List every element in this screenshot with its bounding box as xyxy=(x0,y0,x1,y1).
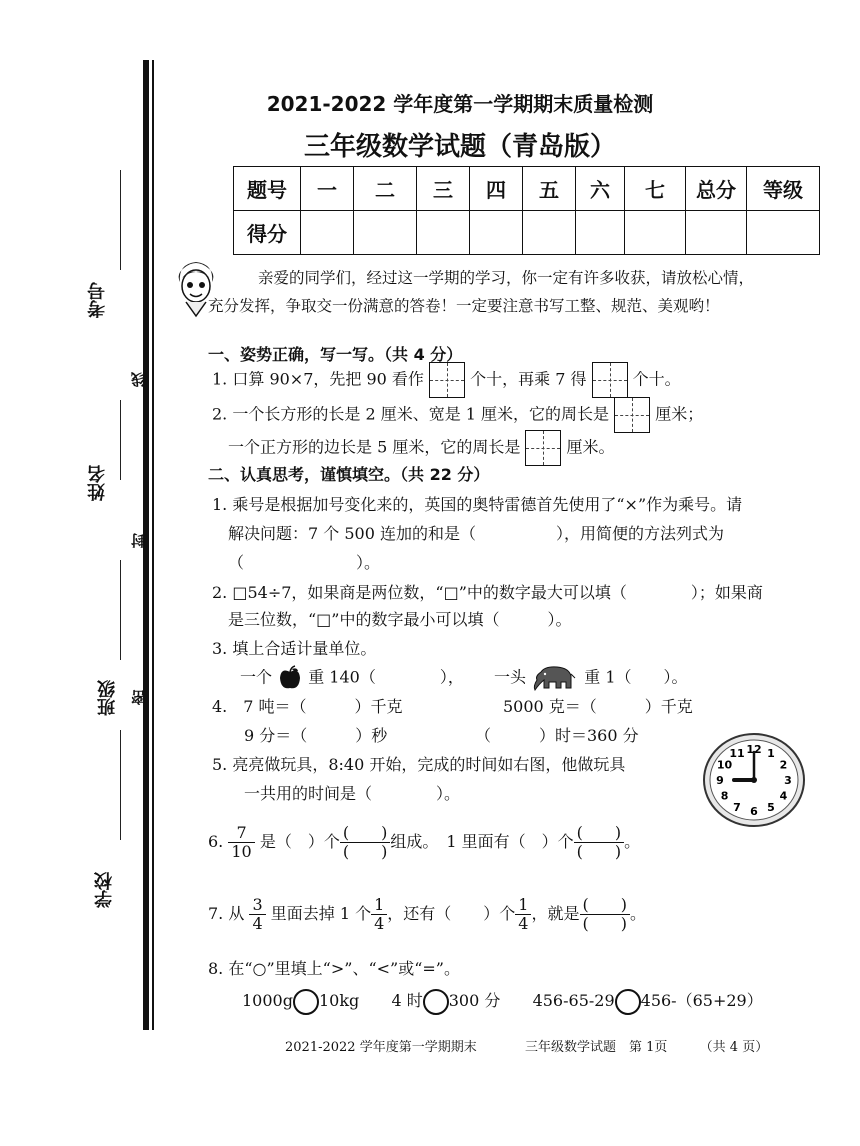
elephant-icon xyxy=(531,664,579,692)
s1-q2-text-b: 厘米； xyxy=(655,404,704,424)
footer-left: 2021-2022 学年度第一学期期末 xyxy=(285,1040,477,1055)
s2-q6-text-b: 是（ ）个 xyxy=(259,832,340,851)
clock-number: 1 xyxy=(767,747,775,761)
section-1-title: 一、姿势正确，写一写。（共 4 分） xyxy=(208,345,463,364)
school-label: 学校 xyxy=(94,872,115,908)
s2-q8-compare-row xyxy=(242,988,763,1015)
class-line xyxy=(120,560,121,660)
s2-q3-text-d: 重 1（ ）。 xyxy=(584,667,688,687)
s2-q5-line2: 一共用的时间是（ ）。 xyxy=(244,784,461,803)
compare-c-right: 456-（65+29） xyxy=(640,991,763,1010)
s2-q1-line2: 解决问题：7 个 500 连加的和是（ ），用简便的方法列式为 xyxy=(228,524,724,543)
exam-title: 2021-2022 学年度第一学期期末质量检测 xyxy=(266,92,654,116)
intro-line-1: 亲爱的同学们，经过这一学期的学习，你一定有许多收获，请放松心情， xyxy=(258,269,755,287)
mark-seal: 封 xyxy=(130,533,148,548)
s2-q7-text-e: 。 xyxy=(630,904,647,923)
s1-q1-text-c: 个十。 xyxy=(632,369,681,389)
score-cell[interactable] xyxy=(301,211,354,255)
binding-rule-inner xyxy=(152,60,154,1030)
s2-q1-line3: （ ）。 xyxy=(228,553,381,572)
compare-circle[interactable] xyxy=(615,989,641,1015)
s2-q7-text-a: 7. 从 xyxy=(208,904,245,923)
school-line xyxy=(120,730,121,840)
clock-number: 6 xyxy=(750,805,758,818)
compare-a-right: 10kg xyxy=(318,991,360,1010)
s1-q1-text-a: 1. 口算 90×7，先把 90 看作 xyxy=(212,369,424,389)
fraction-seven-tenths: $\frac{7}{10}$ xyxy=(228,824,254,861)
clock-number: 12 xyxy=(746,743,762,756)
blank-fraction[interactable]: $\frac{( )}{( )}$ xyxy=(340,824,391,861)
clock-number: 9 xyxy=(716,774,724,787)
footer-right: （共 4 页） xyxy=(699,1040,769,1055)
blank-fraction[interactable]: $\frac{( )}{( )}$ xyxy=(580,896,631,933)
score-cell[interactable] xyxy=(470,211,523,255)
fraction-one-quarter: $\frac{1}{4}$ xyxy=(371,896,387,933)
exam-no-line xyxy=(120,170,121,270)
s2-q4-d: （ ）时＝360 分 xyxy=(475,726,639,745)
clock-number: 8 xyxy=(720,789,729,803)
fraction-three-quarters: $\frac{3}{4}$ xyxy=(249,896,265,933)
s2-q3-text-b: 重 140（ ）， xyxy=(308,667,464,687)
mark-secret: 密 xyxy=(130,690,148,705)
header-cell: 题号 xyxy=(234,167,301,211)
score-cell[interactable] xyxy=(354,211,417,255)
grid-answer-box[interactable] xyxy=(614,397,650,433)
compare-b-left: 4 时 xyxy=(391,991,423,1010)
clock-number: 10 xyxy=(716,758,733,772)
header-cell: 三 xyxy=(417,167,470,211)
s2-q7 xyxy=(208,896,646,933)
section-2-title: 二、认真思考，谨慎填空。（共 22 分） xyxy=(208,465,490,484)
fraction-one-quarter: $\frac{1}{4}$ xyxy=(515,896,531,933)
s2-q7-text-b: 里面去掉 1 个 xyxy=(270,904,372,923)
exam-no-label: 考号 xyxy=(87,282,108,318)
mark-line: 线 xyxy=(130,372,148,387)
s2-q7-text-d: ，就是 xyxy=(531,904,580,923)
header-cell: 七 xyxy=(625,167,686,211)
s2-q2-line1: 2. □54÷7，如果商是两位数，“□”中的数字最大可以填（ ）；如果商 xyxy=(212,583,763,602)
intro-text xyxy=(208,264,828,320)
clock-number: 7 xyxy=(733,800,741,814)
score-table-header-row xyxy=(234,167,820,211)
name-label: 姓名 xyxy=(87,465,108,501)
score-row-label: 得分 xyxy=(234,211,301,255)
compare-circle[interactable] xyxy=(423,989,449,1015)
s2-q4-a: 4. 7 吨＝（ ）千克 xyxy=(212,697,403,716)
s2-q3-text-c: 一头 xyxy=(494,667,527,687)
score-cell[interactable] xyxy=(625,211,686,255)
clock-number: 4 xyxy=(779,789,788,803)
clock-number: 5 xyxy=(767,800,775,814)
page-footer xyxy=(285,1036,768,1055)
grid-answer-box[interactable] xyxy=(429,362,465,398)
s1-q2-text-a: 2. 一个长方形的长是 2 厘米、宽是 1 厘米，它的周长是 xyxy=(212,404,610,424)
header-cell: 总分 xyxy=(686,167,747,211)
compare-circle[interactable] xyxy=(293,989,319,1015)
score-cell[interactable] xyxy=(686,211,747,255)
intro-line-2: 充分发挥，争取交一份满意的答卷！一定要注意书写工整、规范、美观哟！ xyxy=(208,297,720,315)
compare-b-right: 300 分 xyxy=(448,991,501,1010)
score-table-score-row xyxy=(234,211,820,255)
clock-number: 2 xyxy=(779,758,788,772)
compare-c-left: 456-65-29 xyxy=(532,991,615,1010)
s1-q1-text-b: 个十，再乘 7 得 xyxy=(470,369,587,389)
s1-q2-text-d: 厘米。 xyxy=(566,437,615,457)
exam-subtitle: 三年级数学试题（青岛版） xyxy=(303,132,616,162)
s2-q1-line1: 1. 乘号是根据加号变化来的，英国的奥特雷德首先使用了“×”作为乘号。请 xyxy=(212,495,743,514)
clock-number: 3 xyxy=(784,774,792,787)
s1-q2 xyxy=(212,397,703,433)
apple-icon xyxy=(277,665,303,691)
score-cell[interactable] xyxy=(747,211,820,255)
s1-q2-text-c: 一个正方形的边长是 5 厘米，它的周长是 xyxy=(228,437,521,457)
s2-q6 xyxy=(208,824,640,861)
s1-q2-line2 xyxy=(228,430,615,466)
s2-q3-text-a: 一个 xyxy=(240,667,273,687)
s2-q6-text-a: 6. xyxy=(208,832,224,851)
header-cell: 六 xyxy=(576,167,625,211)
header-cell: 一 xyxy=(301,167,354,211)
name-line xyxy=(120,400,121,480)
class-label: 班级 xyxy=(97,680,118,716)
s2-q8-line1: 8. 在“○”里填上“>”、“<”或“=”。 xyxy=(208,959,460,978)
header-cell: 等级 xyxy=(747,167,820,211)
score-cell[interactable] xyxy=(576,211,625,255)
blank-fraction[interactable]: $\frac{( )}{( )}$ xyxy=(574,824,625,861)
s2-q6-text-c: 组成。 1 里面有（ ）个 xyxy=(390,832,574,851)
score-cell[interactable] xyxy=(523,211,576,255)
grid-answer-box[interactable] xyxy=(592,362,628,398)
s2-q3-line1: 3. 填上合适计量单位。 xyxy=(212,639,377,658)
s2-q4-b: 5000 克＝（ ）千克 xyxy=(503,697,693,716)
header-cell: 二 xyxy=(354,167,417,211)
clock-icon xyxy=(702,732,806,828)
compare-a-left: 1000g xyxy=(242,991,293,1010)
header-cell: 四 xyxy=(470,167,523,211)
score-cell[interactable] xyxy=(417,211,470,255)
s2-q3-line2 xyxy=(240,664,688,692)
clock-number: 11 xyxy=(729,747,745,761)
header-cell: 五 xyxy=(523,167,576,211)
s2-q6-text-d: 。 xyxy=(624,832,641,851)
s2-q7-text-c: ，还有（ ）个 xyxy=(387,904,516,923)
grid-answer-box[interactable] xyxy=(525,430,561,466)
s2-q2-line2: 是三位数，“□”中的数字最小可以填（ ）。 xyxy=(228,610,572,629)
s2-q5-line1: 5. 亮亮做玩具，8:40 开始，完成的时间如右图，他做玩具 xyxy=(212,755,626,774)
s1-q1 xyxy=(212,362,681,398)
footer-middle: 三年级数学试题 第 1页 xyxy=(524,1040,668,1055)
s2-q4-c: 9 分＝（ ）秒 xyxy=(244,726,388,745)
score-table xyxy=(233,166,820,255)
